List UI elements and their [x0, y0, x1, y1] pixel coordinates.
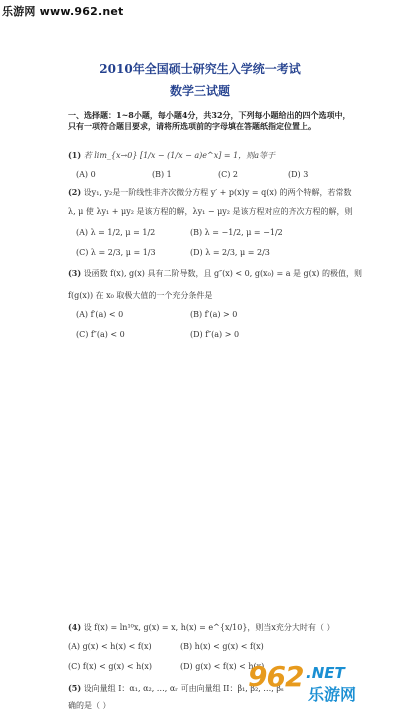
- q1-option-a: (A) 0: [76, 170, 96, 179]
- q2-option-a: (A) λ = 1/2, μ = 1/2: [76, 228, 156, 237]
- question-2-stem-line2: λ, μ 使 λy₁ + μy₂ 是该方程的解，λy₁ − μy₂ 是该方程对应的齐次方程的解，则: [68, 207, 353, 216]
- q4-option-b: (B) h(x) < g(x) < f(x): [180, 642, 264, 651]
- question-2-number: (2): [68, 187, 82, 197]
- q3-option-a: (A) f′(a) < 0: [76, 310, 124, 319]
- question-3: [68, 268, 362, 279]
- question-3-stem-line2: f(g(x)) 在 x₀ 取极大值的一个充分条件是: [68, 291, 213, 300]
- section-heading-line1: 一、选择题：1~8小题，每小题4分，共32分，下列每小题给出的四个选项中，: [68, 110, 351, 120]
- q2-option-d: (D) λ = 2/3, μ = 2/3: [190, 248, 270, 257]
- q1-option-b: (B) 1: [152, 170, 172, 179]
- question-1-number: (1): [68, 150, 82, 160]
- question-2: [68, 187, 352, 198]
- q1-option-d: (D) 3: [288, 170, 309, 179]
- question-2-stem-line1: 设y₁, y₂是一阶线性非齐次微分方程 y′ + p(x)y = q(x) 的两个特解，若常数: [83, 188, 352, 197]
- q3-option-c: (C) f″(a) < 0: [76, 330, 125, 339]
- q4-option-c: (C) f(x) < g(x) < h(x): [68, 662, 152, 671]
- brand-logo: [248, 662, 388, 702]
- q3-option-d: (D) f″(a) > 0: [190, 330, 240, 339]
- q4-option-d: (D) g(x) < f(x) < h(x): [180, 662, 265, 671]
- question-1-stem: 若 lim_{x→0} [1/x − (1/x − a)e^x] = 1，则a等于: [83, 151, 275, 160]
- q3-option-b: (B) f′(a) > 0: [190, 310, 238, 319]
- watermark-top: 乐游网 www.962.net: [2, 5, 124, 18]
- question-4: [68, 622, 334, 633]
- q2-option-c: (C) λ = 2/3, μ = 1/3: [76, 248, 156, 257]
- exam-subtitle: 数学三试题: [169, 84, 230, 98]
- q2-option-b: (B) λ = −1/2, μ = −1/2: [190, 228, 283, 237]
- question-5-stem-line2: 确的是（ ）: [68, 701, 111, 710]
- question-4-stem: 设 f(x) = ln¹⁰x, g(x) = x, h(x) = e^{x/10}，则当x充分大时有（ ）: [83, 623, 335, 632]
- question-1: [68, 150, 275, 161]
- brand-logo-962: 962: [248, 660, 304, 693]
- q1-option-c: (C) 2: [218, 170, 238, 179]
- brand-logo-net: .NET: [306, 664, 345, 682]
- question-5-stem-line1: 设向量组 I：α₁, α₂, …, αᵣ 可由向量组 II：β₁, β₂, …, βₛ: [83, 684, 284, 693]
- question-3-stem-line1: 设函数 f(x), g(x) 具有二阶导数，且 g″(x) < 0, g(x₀) = a 是 g(x) 的极值，则: [83, 269, 362, 278]
- question-5-number: (5): [68, 683, 82, 693]
- section-heading: [68, 110, 368, 132]
- brand-logo-cn: 乐游网: [308, 685, 357, 704]
- exam-title: 2010年全国硕士研究生入学统一考试: [99, 62, 301, 76]
- question-3-line2: [68, 290, 212, 301]
- question-3-number: (3): [68, 268, 82, 278]
- question-2-line2: [68, 206, 353, 217]
- question-5-line2: [68, 700, 111, 711]
- section-heading-line2: 只有一项符合题目要求，请将所选项前的字母填在答题纸指定位置上。: [68, 120, 316, 131]
- question-4-number: (4): [68, 622, 82, 632]
- q4-option-a: (A) g(x) < h(x) < f(x): [68, 642, 152, 651]
